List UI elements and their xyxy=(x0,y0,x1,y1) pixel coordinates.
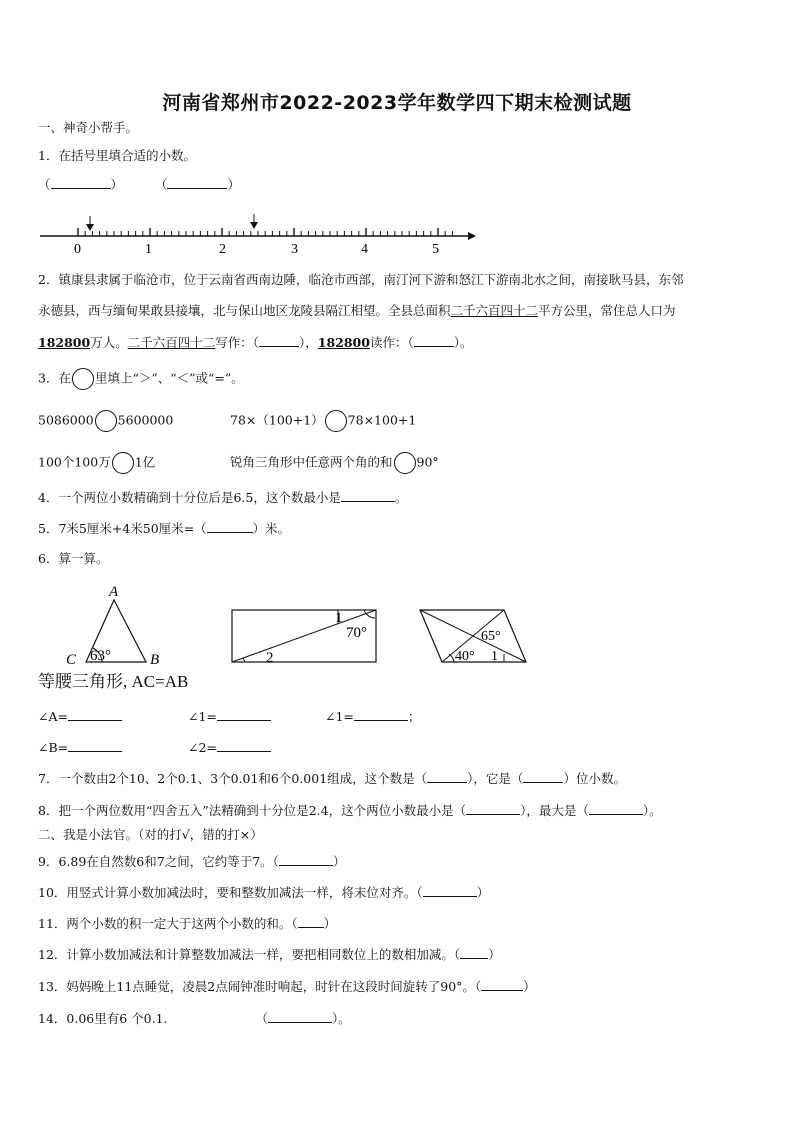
tick-label-2: 2 xyxy=(219,242,226,257)
rectangle-figure xyxy=(232,610,376,666)
tick-label-5: 5 xyxy=(432,242,439,257)
section-heading-2: 二、我是小法官。（对的打√，错的打×） xyxy=(38,827,263,842)
angle-63: 63° xyxy=(90,648,111,664)
answer-blank[interactable] xyxy=(589,802,643,815)
compare-circle-a[interactable] xyxy=(95,410,117,432)
question-14: 14．0.06里有6 个0.1. （ ）。 xyxy=(38,1011,351,1026)
label-A: A xyxy=(109,584,119,600)
answer-blank[interactable] xyxy=(167,176,227,189)
answer-blank[interactable] xyxy=(481,978,523,991)
tick-label-4: 4 xyxy=(361,242,368,257)
question-2-line-1: 2．镇康县隶属于临沧市，位于云南省西南边陲，临沧市西部，南汀河下游和怒江下游南北水之间，南接耿马县，东邻 xyxy=(38,272,684,287)
answer-blank[interactable] xyxy=(414,334,454,347)
para-label-1: 1 xyxy=(491,649,498,664)
page-title: 河南省郑州市2022-2023学年数学四下期末检测试题 xyxy=(162,92,632,114)
angle-answer-1-para: ∠1= ； xyxy=(325,709,421,724)
question-1-answers: （ ） （ ） xyxy=(38,177,240,192)
answer-blank[interactable] xyxy=(217,739,271,752)
answer-blank[interactable] xyxy=(298,915,324,928)
parallelogram-figure xyxy=(420,610,526,664)
answer-blank[interactable] xyxy=(460,946,488,959)
question-11: 11．两个小数的积一定大于这两个小数的和。（ ） xyxy=(38,916,337,931)
answer-blank[interactable] xyxy=(341,489,395,502)
question-3: 3．在 里填上“＞”、“＜”或“=”。 xyxy=(38,368,244,390)
question-1: 1．在括号里填合适的小数。 xyxy=(38,148,196,163)
answer-blank[interactable] xyxy=(207,520,253,533)
tick-label-0: 0 xyxy=(74,242,81,257)
triangle-caption: 等腰三角形, AC=AB xyxy=(38,672,189,691)
compare-circle-c[interactable] xyxy=(112,452,134,474)
compare-item-b: 78×（100+1） 78×100+1 xyxy=(230,410,416,432)
answer-blank[interactable] xyxy=(279,853,333,866)
answer-blank[interactable] xyxy=(217,708,271,721)
question-8: 8．把一个两位数用“四舍五入”法精确到十分位是2.4，这个两位小数最小是（ ），最大是（ ）。 xyxy=(38,803,662,818)
label-B: B xyxy=(150,652,160,668)
compare-item-c: 100个100万 1亿 xyxy=(38,452,155,474)
question-10: 10．用竖式计算小数加减法时，要和整数加减法一样，将末位对齐。（ ） xyxy=(38,885,490,900)
angle-70: 70° xyxy=(346,625,367,641)
label-angle-2: 2 xyxy=(266,650,274,666)
question-13: 13．妈妈晚上11点睡觉，凌晨2点闹钟准时响起，时针在这段时间旋转了90°。（ ） xyxy=(38,979,536,994)
compare-item-d: 锐角三角形中任意两个角的和 90° xyxy=(230,452,439,474)
answer-blank[interactable] xyxy=(68,739,122,752)
compare-circle-d[interactable] xyxy=(394,452,416,474)
number-line xyxy=(36,210,476,258)
question-5: 5．7米5厘米+4米50厘米=（ ）米。 xyxy=(38,521,291,536)
angle-65: 65° xyxy=(481,629,501,644)
answer-blank[interactable] xyxy=(427,770,467,783)
angle-answer-A: ∠A= xyxy=(38,708,122,725)
tick-label-1: 1 xyxy=(145,242,152,257)
angle-answer-1-rect: ∠1= xyxy=(188,708,271,725)
compare-circle xyxy=(72,368,94,390)
angle-answer-2: ∠2= xyxy=(188,739,271,756)
answer-blank[interactable] xyxy=(423,884,477,897)
arrow-marker-1-head xyxy=(86,224,94,231)
answer-blank[interactable] xyxy=(68,708,122,721)
question-2-line-3: 182800万人。二千六百四十二写作：（ ），182800读作：（ ）。 xyxy=(38,335,473,350)
angle-answer-B: ∠B= xyxy=(38,739,122,756)
question-12: 12．计算小数加减法和计算整数加减法一样，要把相同数位上的数相加减。（ ） xyxy=(38,947,501,962)
answer-blank[interactable] xyxy=(466,802,520,815)
arrow-marker-2-head xyxy=(250,222,258,229)
question-6: 6．算一算。 xyxy=(38,551,109,566)
section-heading-1: 一、神奇小帮手。 xyxy=(38,120,139,135)
isosceles-triangle xyxy=(66,584,159,668)
angle-40: 40° xyxy=(455,649,475,664)
answer-blank[interactable] xyxy=(268,1010,332,1023)
answer-blank[interactable] xyxy=(51,176,111,189)
label-angle-1: 1 xyxy=(335,610,343,626)
question-2-line-2: 永德县，西与缅甸果敢县接壤，北与保山地区龙陵县隔江相望。全县总面积二千六百四十二平方公里，常住总人口为 xyxy=(38,303,676,318)
geometry-figures xyxy=(30,578,550,678)
answer-blank[interactable] xyxy=(523,770,563,783)
question-9: 9．6.89在自然数6和7之间，它约等于7。（ ） xyxy=(38,854,346,869)
question-4: 4．一个两位小数精确到十分位后是6.5，这个数最小是 。 xyxy=(38,490,408,505)
tick-label-3: 3 xyxy=(291,242,298,257)
area-underlined: 二千六百四十二 xyxy=(450,303,539,318)
answer-blank[interactable] xyxy=(354,708,408,721)
compare-item-a: 5086000 5600000 xyxy=(38,410,173,432)
label-C: C xyxy=(66,652,77,668)
compare-circle-b[interactable] xyxy=(325,410,347,432)
question-7: 7．一个数由2个10、2个0.1、3个0.01和6个0.001组成，这个数是（ ），它是（ ）位小数。 xyxy=(38,771,626,786)
answer-blank[interactable] xyxy=(259,334,299,347)
